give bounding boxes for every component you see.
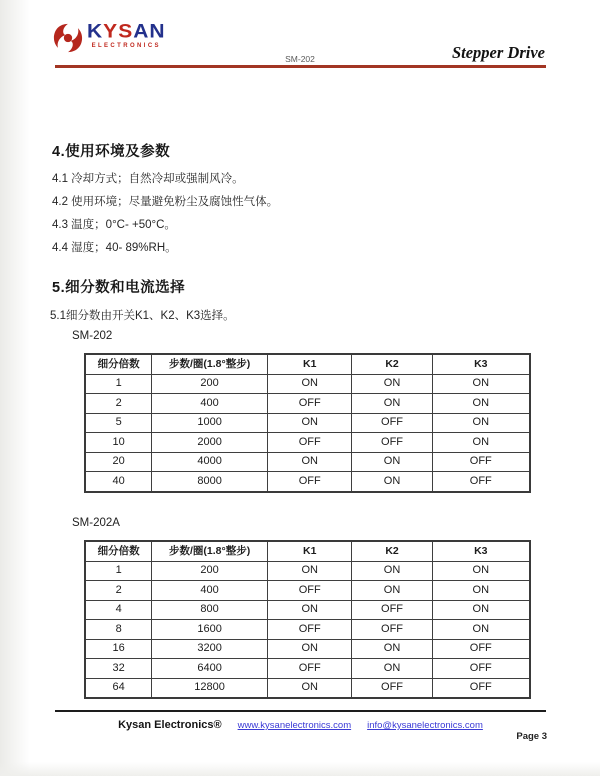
table-cell: 800	[152, 600, 268, 620]
table-row	[85, 561, 530, 581]
table-cell: ON	[432, 600, 530, 620]
table-cell: 2000	[152, 433, 268, 453]
table-label-sm202a: SM-202A	[72, 517, 120, 529]
section4-heading: 4.使用环境及参数	[52, 144, 171, 160]
table-cell: ON	[352, 452, 432, 472]
table-cell: 10	[85, 433, 152, 453]
table-header-row	[85, 541, 530, 561]
table-cell: OFF	[267, 620, 352, 640]
scan-edge-shading-left	[0, 0, 30, 776]
logo-swirl-icon	[52, 22, 84, 54]
doc-code: SM-202	[285, 54, 315, 64]
table-wrap-sm202a	[84, 540, 531, 699]
section4-item-1: 4.1 冷却方式；自然冷却或强制风冷。	[52, 173, 244, 185]
table-cell: 3200	[152, 639, 268, 659]
table-cell: 1600	[152, 620, 268, 640]
footer-company: Kysan Electronics®	[118, 719, 222, 731]
table-cell: 32	[85, 659, 152, 679]
table-cell: OFF	[432, 678, 530, 698]
table-cell: 1	[85, 374, 152, 394]
section5-intro: 5.1细分数由开关K1、K2、K3选择。	[50, 310, 235, 322]
table-cell: 20	[85, 452, 152, 472]
table-row	[85, 620, 530, 640]
table-row	[85, 413, 530, 433]
table-row	[85, 452, 530, 472]
table-cell: ON	[432, 620, 530, 640]
table-cell: OFF	[267, 394, 352, 414]
table-cell: ON	[432, 581, 530, 601]
logo-subtitle: ELECTRONICS	[91, 43, 161, 49]
table-row	[85, 600, 530, 620]
page-number: Page 3	[516, 731, 547, 742]
table-cell: OFF	[352, 600, 432, 620]
table-cell: OFF	[432, 452, 530, 472]
section4-item-2: 4.2 使用环境；尽量避免粉尘及腐蚀性气体。	[52, 196, 279, 208]
doc-title: Stepper Drive	[451, 43, 545, 62]
table-cell: 200	[152, 374, 268, 394]
logo-letter: A	[133, 20, 150, 43]
table-cell: ON	[267, 374, 352, 394]
table-cell: OFF	[432, 472, 530, 492]
table-cell: OFF	[267, 472, 352, 492]
table-cell: 1000	[152, 413, 268, 433]
logo-letter: N	[149, 20, 166, 43]
table-cell: OFF	[432, 659, 530, 679]
column-header: 细分倍数	[85, 354, 152, 374]
table-cell: ON	[352, 639, 432, 659]
table-row	[85, 374, 530, 394]
table-cell: ON	[432, 374, 530, 394]
table-cell: 400	[152, 581, 268, 601]
section5-heading: 5.细分数和电流选择	[52, 280, 186, 296]
table-cell: ON	[352, 472, 432, 492]
table-cell: 2	[85, 394, 152, 414]
column-header: K2	[352, 354, 432, 374]
logo-text-block	[87, 21, 166, 49]
table-row	[85, 472, 530, 492]
table-cell: 5	[85, 413, 152, 433]
scan-edge-shading-bottom	[0, 762, 600, 776]
footer-divider	[55, 710, 546, 712]
kysan-logo	[52, 21, 166, 54]
table-cell: OFF	[352, 433, 432, 453]
table-cell: ON	[432, 433, 530, 453]
column-header: 步数/圈(1.8°整步)	[152, 541, 268, 561]
table-cell: ON	[352, 561, 432, 581]
table-cell: ON	[267, 678, 352, 698]
table-cell: 64	[85, 678, 152, 698]
table-cell: ON	[432, 413, 530, 433]
table-cell: 16	[85, 639, 152, 659]
table-cell: OFF	[352, 413, 432, 433]
table-cell: 1	[85, 561, 152, 581]
table-cell: 8000	[152, 472, 268, 492]
column-header: K3	[432, 541, 530, 561]
subdivision-table-sm202	[84, 353, 531, 493]
table-cell: ON	[352, 581, 432, 601]
table-row	[85, 581, 530, 601]
table-cell: 4	[85, 600, 152, 620]
table-row	[85, 639, 530, 659]
logo-letter: Y	[103, 20, 119, 43]
table-cell: ON	[352, 374, 432, 394]
table-label-sm202: SM-202	[72, 330, 113, 342]
footer	[55, 719, 546, 731]
table-row	[85, 394, 530, 414]
table-cell: ON	[432, 394, 530, 414]
table-row	[85, 433, 530, 453]
table-cell: 4000	[152, 452, 268, 472]
column-header: K2	[352, 541, 432, 561]
table-row	[85, 659, 530, 679]
column-header: 步数/圈(1.8°整步)	[152, 354, 268, 374]
table-cell: ON	[267, 413, 352, 433]
table-cell: ON	[432, 561, 530, 581]
table-cell: 12800	[152, 678, 268, 698]
table-cell: 2	[85, 581, 152, 601]
section4-items	[52, 171, 278, 263]
table-cell: ON	[267, 639, 352, 659]
table-row	[85, 678, 530, 698]
header-divider	[55, 65, 546, 68]
table-header-row	[85, 354, 530, 374]
column-header: 细分倍数	[85, 541, 152, 561]
table-wrap-sm202	[84, 353, 531, 493]
footer-website-link[interactable]: www.kysanelectronics.com	[237, 720, 352, 731]
table-cell: OFF	[267, 581, 352, 601]
logo-letter: S	[118, 20, 134, 43]
column-header: K1	[267, 541, 352, 561]
table-cell: OFF	[352, 678, 432, 698]
logo-brand-text	[87, 22, 166, 41]
table-cell: ON	[352, 394, 432, 414]
table-cell: OFF	[432, 639, 530, 659]
table-cell: 40	[85, 472, 152, 492]
footer-email-link[interactable]: info@kysanelectronics.com	[367, 720, 483, 731]
table-cell: 400	[152, 394, 268, 414]
table-cell: OFF	[267, 659, 352, 679]
subdivision-table-sm202a	[84, 540, 531, 699]
table-cell: ON	[352, 659, 432, 679]
table-cell: 6400	[152, 659, 268, 679]
section4-item-3: 4.3 温度；0°C- +50°C。	[52, 219, 176, 231]
table-cell: OFF	[267, 433, 352, 453]
table-cell: 200	[152, 561, 268, 581]
table-cell: ON	[267, 561, 352, 581]
logo-letter: K	[87, 20, 104, 43]
column-header: K1	[267, 354, 352, 374]
section4-item-4: 4.4 湿度；40- 89%RH。	[52, 242, 177, 254]
table-cell: ON	[267, 452, 352, 472]
table-cell: OFF	[352, 620, 432, 640]
table-cell: 8	[85, 620, 152, 640]
table-cell: ON	[267, 600, 352, 620]
column-header: K3	[432, 354, 530, 374]
